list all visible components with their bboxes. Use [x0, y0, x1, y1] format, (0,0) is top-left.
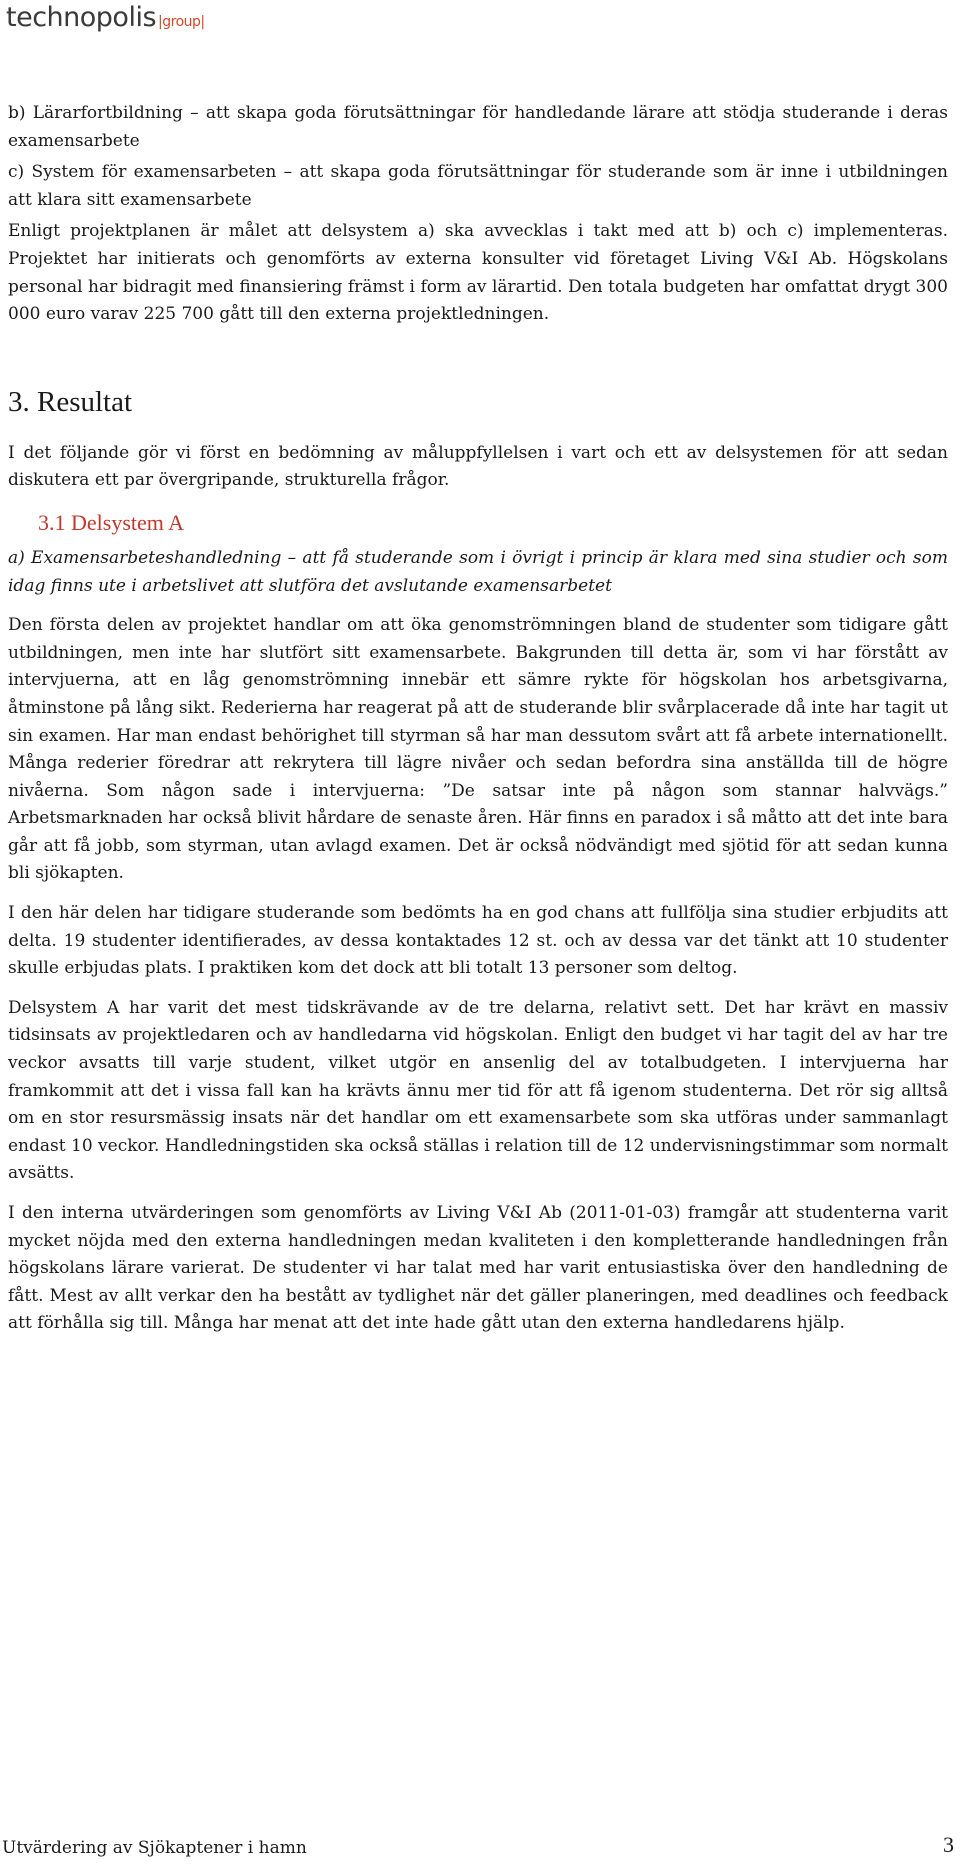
paragraph-1: Den första delen av projektet handlar om att öka genomströmningen bland de studenter som tidigare gått utbildningen, men inte har slutfört sitt examensarbete. Bakgrunden till detta är, som vi har förstått av intervjuerna, att en låg genomströmning innebär ett sämre rykte för högskolan hos arbetsgivarna, åtminstone på lång sikt. Rederierna har reagerat på att de studerande blir svårplacerade då inte har tagit ut sin examen. Har man endast behörighet till styrman så har man dessutom svårt att få arbete internationellt. Många rederier föredrar att rekrytera till lägre nivåer och sedan befordra sina anställda till de högre nivåerna. Som någon sade i intervjuerna: ”De satsar inte på någon som stannar halvvägs.” Arbetsmarknaden har också blivit hårdare de senaste åren. Här finns en paradox i så måtto att det inte bara går att få jobb, som styrman, utan avlagd examen. Det är också nödvändigt med sjötid för att sedan kunna bli sjökapten.: [8, 615, 948, 884]
list-item-c: c) System för examensarbeten – att skapa goda förutsättningar för studerande som är inne i utbildningen att klara sitt examensarbete: [8, 162, 948, 210]
page-number: 3: [943, 1832, 954, 1857]
paragraph-2: I den här delen har tidigare studerande som bedömts ha en god chans att fullfölja sina studier erbjudits att delta. 19 studenter identifierades, av dessa kontaktades 12 st. och av dessa var det tänkt att 10 studenter skulle erbjudas plats. I praktiken kom det dock att bli totalt 13 personer som deltog.: [8, 903, 948, 979]
technopolis-logo: [6, 2, 205, 33]
paragraph-project-plan: Enligt projektplanen är målet att delsystem a) ska avvecklas i takt med att b) och c) implementeras. Projektet har initierats och genomförts av externa konsulter vid företaget Living V&I Ab. Högskolans personal har bidragit med finansiering främst i form av lärartid. Den totala budgeten har omfattat drygt 300 000 euro varav 225 700 gått till den externa projektledningen.: [8, 221, 948, 325]
list-item-b: b) Lärarfortbildning – att skapa goda förutsättningar för handledande lärare att stödja studerande i deras examensarbete: [8, 103, 948, 151]
paragraph-item-a: a) Examensarbeteshandledning – att få studerande som i övrigt i princip är klara med sina studier och som idag finns ute i arbetslivet att slutföra det avslutande examensarbetet: [8, 547, 948, 596]
paragraph-4: I den interna utvärderingen som genomförts av Living V&I Ab (2011-01-03) framgår att studenterna varit mycket nöjda med den externa handledningen medan kvaliteten i den kompletterande handledningen från högskolans lärare varierat. De studenter vi har talat med har varit entusiastiska över den handledning de fått. Mest av allt verkar den ha bestått av tydlighet när det gäller planeringen, med deadlines och feedback att förhålla sig till. Många har menat att det inte hade gått utan den externa handledarens hjälp.: [8, 1203, 948, 1334]
paragraph-3: Delsystem A har varit det mest tidskrävande av de tre delarna, relativt sett. Det har krävt en massiv tidsinsats av projektledaren och av handledarna vid högskolan. Enligt den budget vi har tagit del av har tre veckor avsatts till varje student, vilket utgör en ansenlig del av totalbudgeten. I intervjuerna har framkommit att det i vissa fall kan ha krävts ännu mer tid för att få igenom studenterna. Det rör sig alltså om en stor resursmässig insats när det handlar om ett examensarbete som ska utföras under sammanlagt endast 10 veckor. Handledningstiden ska också ställas i relation till de 12 undervisningstimmar som normalt avsätts.: [8, 997, 948, 1184]
subsection-heading-delsystem-a: 3.1 Delsystem A: [38, 509, 185, 535]
paragraph-results-intro: I det följande gör vi först en bedömning av måluppfyllelsen i vart och ett av delsystemen för att sedan diskutera ett par övergripande, strukturella frågor.: [8, 442, 948, 491]
footer-title: Utvärdering av Sjökaptener i hamn: [2, 1838, 307, 1858]
logo-group-label: |group|: [158, 14, 205, 30]
document-body: [8, 100, 948, 1350]
logo-text: technopolis: [6, 2, 157, 33]
section-heading-results: 3. Resultat: [8, 385, 133, 418]
